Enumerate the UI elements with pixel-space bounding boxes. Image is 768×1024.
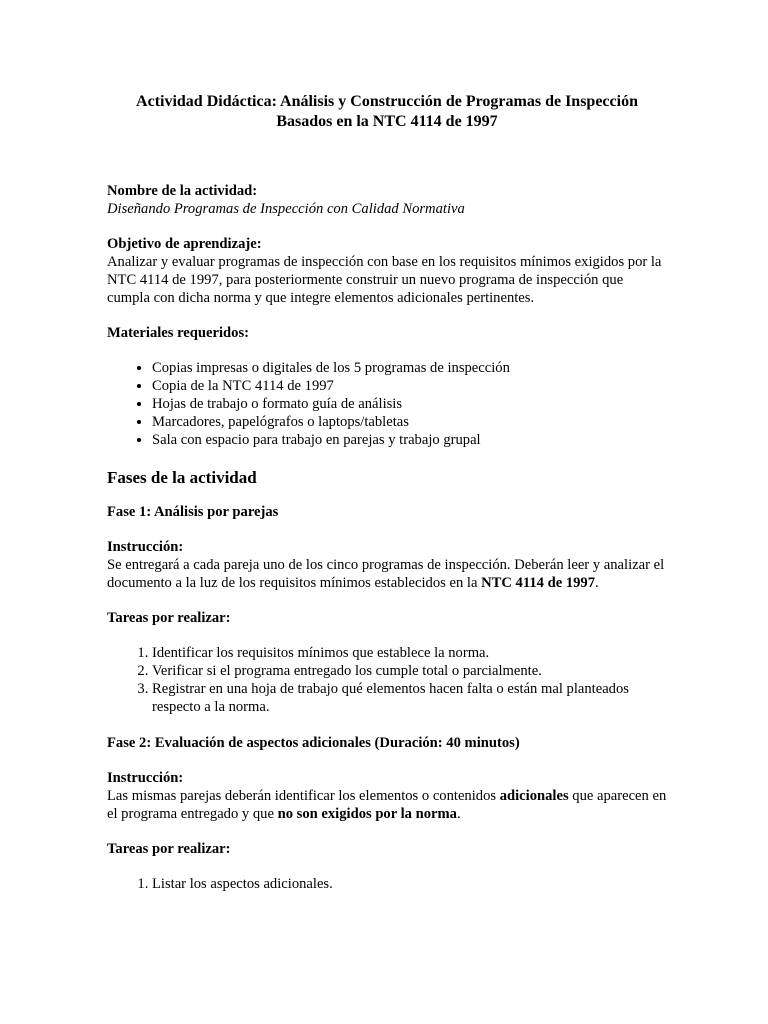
phases-heading: Fases de la actividad <box>107 468 257 487</box>
list-item: 1. Listar los aspectos adicionales. <box>152 875 667 893</box>
instruction-end-part: . <box>595 575 599 591</box>
instruction-text-part: Las mismas parejas deberán identificar los elementos o contenidos <box>107 788 500 804</box>
objective-section <box>107 235 667 307</box>
materials-label: Materiales requeridos: <box>107 325 249 341</box>
phase-2-title: Fase 2: Evaluación de aspectos adicionales (Duración: 40 minutos) <box>107 735 520 751</box>
list-item: 3. Registrar en una hoja de trabajo qué elementos hacen falta o están mal planteados respecto a la norma. <box>152 680 667 716</box>
objective-label: Objetivo de aprendizaje: <box>107 236 262 252</box>
instruction-bold-part: no son exigidos por la norma <box>277 806 457 822</box>
list-item: • Marcadores, papelógrafos o laptops/tabletas <box>152 413 667 431</box>
phase-1-task-list <box>107 644 667 716</box>
phase-1-title: Fase 1: Análisis por parejas <box>107 504 279 520</box>
instruction-text-part: Se entregará a cada pareja uno de los cinco programas de inspección. Deberán leer y analizar el documento a la luz de los requisitos mínimos establecidos en la <box>107 557 665 591</box>
list-item: • Sala con espacio para trabajo en parejas y trabajo grupal <box>152 431 667 449</box>
instruction-bold-part: NTC 4114 de 1997 <box>481 575 596 591</box>
activity-name-label: Nombre de la actividad: <box>107 183 258 199</box>
materials-section <box>107 324 667 449</box>
phase-2-instruction-text <box>107 787 667 823</box>
phase-2-instruction-label: Instrucción: <box>107 770 184 786</box>
activity-name-value: Diseñando Programas de Inspección con Calidad Normativa <box>107 201 465 217</box>
list-item: 1. Identificar los requisitos mínimos que establece la norma. <box>152 644 667 662</box>
list-item: • Copias impresas o digitales de los 5 programas de inspección <box>152 359 667 377</box>
list-item: 2. Verificar si el programa entregado los cumple total o parcialmente. <box>152 662 667 680</box>
title-line-2: Basados en la NTC 4114 de 1997 <box>276 113 498 130</box>
list-item: • Hojas de trabajo o formato guía de análisis <box>152 395 667 413</box>
document-content <box>107 92 667 911</box>
document-title <box>107 92 667 132</box>
phase-1-instruction <box>107 538 667 592</box>
instruction-text-part: que aparecen en el programa entregado y que <box>107 788 667 822</box>
activity-name-section <box>107 182 667 218</box>
phase-2-task-list <box>107 875 667 893</box>
instruction-end-part: . <box>456 806 461 822</box>
materials-list <box>107 359 667 449</box>
phase-1-tasks-label: Tareas por realizar: <box>107 610 231 626</box>
title-line-1: Actividad Didáctica: Análisis y Construcción de Programas de Inspección <box>136 93 638 110</box>
instruction-bold-part: adicionales <box>499 788 569 804</box>
phase-2-instruction <box>107 769 667 823</box>
phase-1-instruction-label: Instrucción: <box>107 539 184 555</box>
list-item: • Copia de la NTC 4114 de 1997 <box>152 377 667 395</box>
phase-2-tasks <box>107 840 667 893</box>
phase-2-tasks-label: Tareas por realizar: <box>107 841 231 857</box>
phase-1-instruction-text <box>107 556 667 592</box>
objective-text: Analizar y evaluar programas de inspección con base en los requisitos mínimos exigidos por la NTC 4114 de 1997, para posteriormente construir un nuevo programa de inspección que cumpla con dicha norma y que integre elementos adicionales pertinentes. <box>107 254 662 306</box>
phase-1-tasks <box>107 609 667 716</box>
